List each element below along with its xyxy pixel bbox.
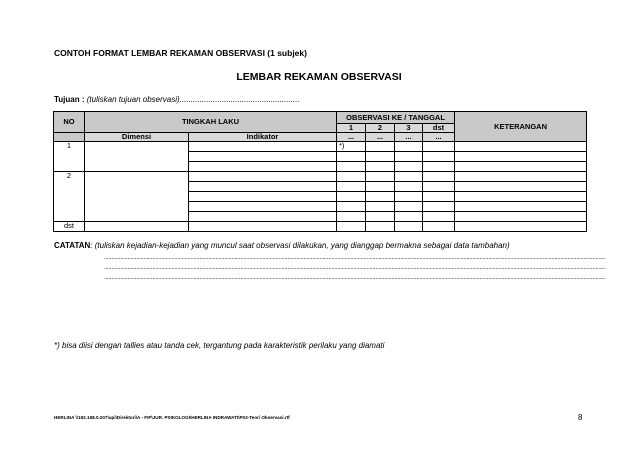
obs-date-3: ... <box>395 132 423 141</box>
notes-cell <box>455 221 587 231</box>
obs-cell <box>395 201 423 211</box>
notes-cell <box>455 161 587 171</box>
row-number-dst: dst <box>54 221 85 231</box>
notes-cell <box>455 191 587 201</box>
obs-cell <box>423 141 455 151</box>
document-caption: CONTOH FORMAT LEMBAR REKAMAN OBSERVASI (1 subjek) <box>54 48 307 58</box>
obs-number-2: 2 <box>366 124 395 133</box>
page-number: 8 <box>578 413 583 422</box>
purpose-line <box>54 95 300 104</box>
obs-cell <box>366 181 395 191</box>
indicator-cell <box>189 181 337 191</box>
obs-cell <box>337 201 366 211</box>
notes-label: CATATAN <box>54 241 91 250</box>
notes-dotted-line-3: ...................................................................................................................................................................................................................................................................................................................................................... <box>104 275 606 281</box>
obs-cell <box>337 171 366 181</box>
dimension-cell <box>85 221 189 231</box>
indicator-cell <box>189 201 337 211</box>
purpose-text: (tuliskan tujuan observasi)...................................................... <box>86 95 300 104</box>
obs-number-dst: dst <box>423 124 455 133</box>
notes-text: : (tuliskan kejadian-kejadian yang muncul saat observasi dilakukan, yang dianggap bermakna sebagai data tambahan) <box>90 241 510 250</box>
obs-cell <box>423 201 455 211</box>
indicator-cell <box>189 161 337 171</box>
header-indicator: Indikator <box>189 132 337 141</box>
header-notes: KETERANGAN <box>455 112 587 142</box>
row-number-1: 1 <box>54 141 85 171</box>
observation-table <box>53 111 587 232</box>
obs-cell <box>337 181 366 191</box>
indicator-cell <box>189 221 337 231</box>
table-row <box>54 171 587 181</box>
obs-cell <box>366 161 395 171</box>
obs-cell <box>366 151 395 161</box>
obs-cell <box>395 181 423 191</box>
header-behavior: TINGKAH LAKU <box>85 112 337 133</box>
notes-cell <box>455 151 587 161</box>
obs-cell <box>395 151 423 161</box>
header-dimension: Dimensi <box>85 132 189 141</box>
obs-cell <box>423 171 455 181</box>
file-path-footer: HERLINA \\192.168.0.207\upi\Direktori\A - FIP\JUR. PSIKOLOGI\HERLINA INDRAWATI\P03-Teori Observasi.rtf <box>54 415 290 420</box>
obs-cell <box>423 211 455 221</box>
row-number-2: 2 <box>54 171 85 221</box>
notes-cell <box>455 171 587 181</box>
indicator-cell <box>189 211 337 221</box>
obs-cell <box>395 161 423 171</box>
obs-cell <box>337 221 366 231</box>
obs-cell <box>423 221 455 231</box>
indicator-cell <box>189 141 337 151</box>
notes-cell <box>455 201 587 211</box>
sheet-title-text: LEMBAR REKAMAN OBSERVASI <box>236 71 402 83</box>
header-observation: OBSERVASI KE / TANGGAL <box>337 112 455 124</box>
notes-cell <box>455 181 587 191</box>
indicator-cell <box>189 151 337 161</box>
obs-cell <box>366 141 395 151</box>
obs-cell <box>366 171 395 181</box>
obs-number-3: 3 <box>395 124 423 133</box>
obs-cell <box>395 191 423 201</box>
obs-cell <box>366 211 395 221</box>
obs-cell <box>337 191 366 201</box>
obs-cell <box>366 191 395 201</box>
obs-date-2: ... <box>366 132 395 141</box>
indicator-cell <box>189 191 337 201</box>
table-row <box>54 141 587 151</box>
obs-cell <box>337 161 366 171</box>
notes-cell <box>455 141 587 151</box>
header-no-sub <box>54 132 85 141</box>
dimension-cell <box>85 141 189 171</box>
obs-cell: *) <box>337 141 366 151</box>
sheet-title <box>0 71 638 83</box>
dimension-cell <box>85 171 189 221</box>
obs-cell <box>395 221 423 231</box>
obs-cell <box>395 211 423 221</box>
obs-cell <box>423 151 455 161</box>
obs-date-dst: ... <box>423 132 455 141</box>
table-row <box>54 221 587 231</box>
purpose-label: Tujuan : <box>54 95 85 104</box>
obs-cell <box>337 211 366 221</box>
obs-cell <box>337 151 366 161</box>
obs-cell <box>395 171 423 181</box>
obs-cell <box>395 141 423 151</box>
obs-cell <box>423 161 455 171</box>
notes-cell <box>455 211 587 221</box>
obs-cell <box>423 191 455 201</box>
obs-cell <box>366 221 395 231</box>
notes-dotted-line-2: ...................................................................................................................................................................................................................................................................................................................................................... <box>104 265 606 271</box>
footnote: *) bisa diisi dengan tallies atau tanda cek, tergantung pada karakteristik perilaku yang diamati <box>54 341 385 350</box>
indicator-cell <box>189 171 337 181</box>
obs-date-1: ... <box>337 132 366 141</box>
notes-line <box>54 241 510 250</box>
obs-number-1: 1 <box>337 124 366 133</box>
obs-cell <box>423 181 455 191</box>
header-no: NO <box>54 112 85 133</box>
notes-dotted-line-1: ...................................................................................................................................................................................................................................................................................................................................................... <box>104 255 606 261</box>
obs-cell <box>366 201 395 211</box>
